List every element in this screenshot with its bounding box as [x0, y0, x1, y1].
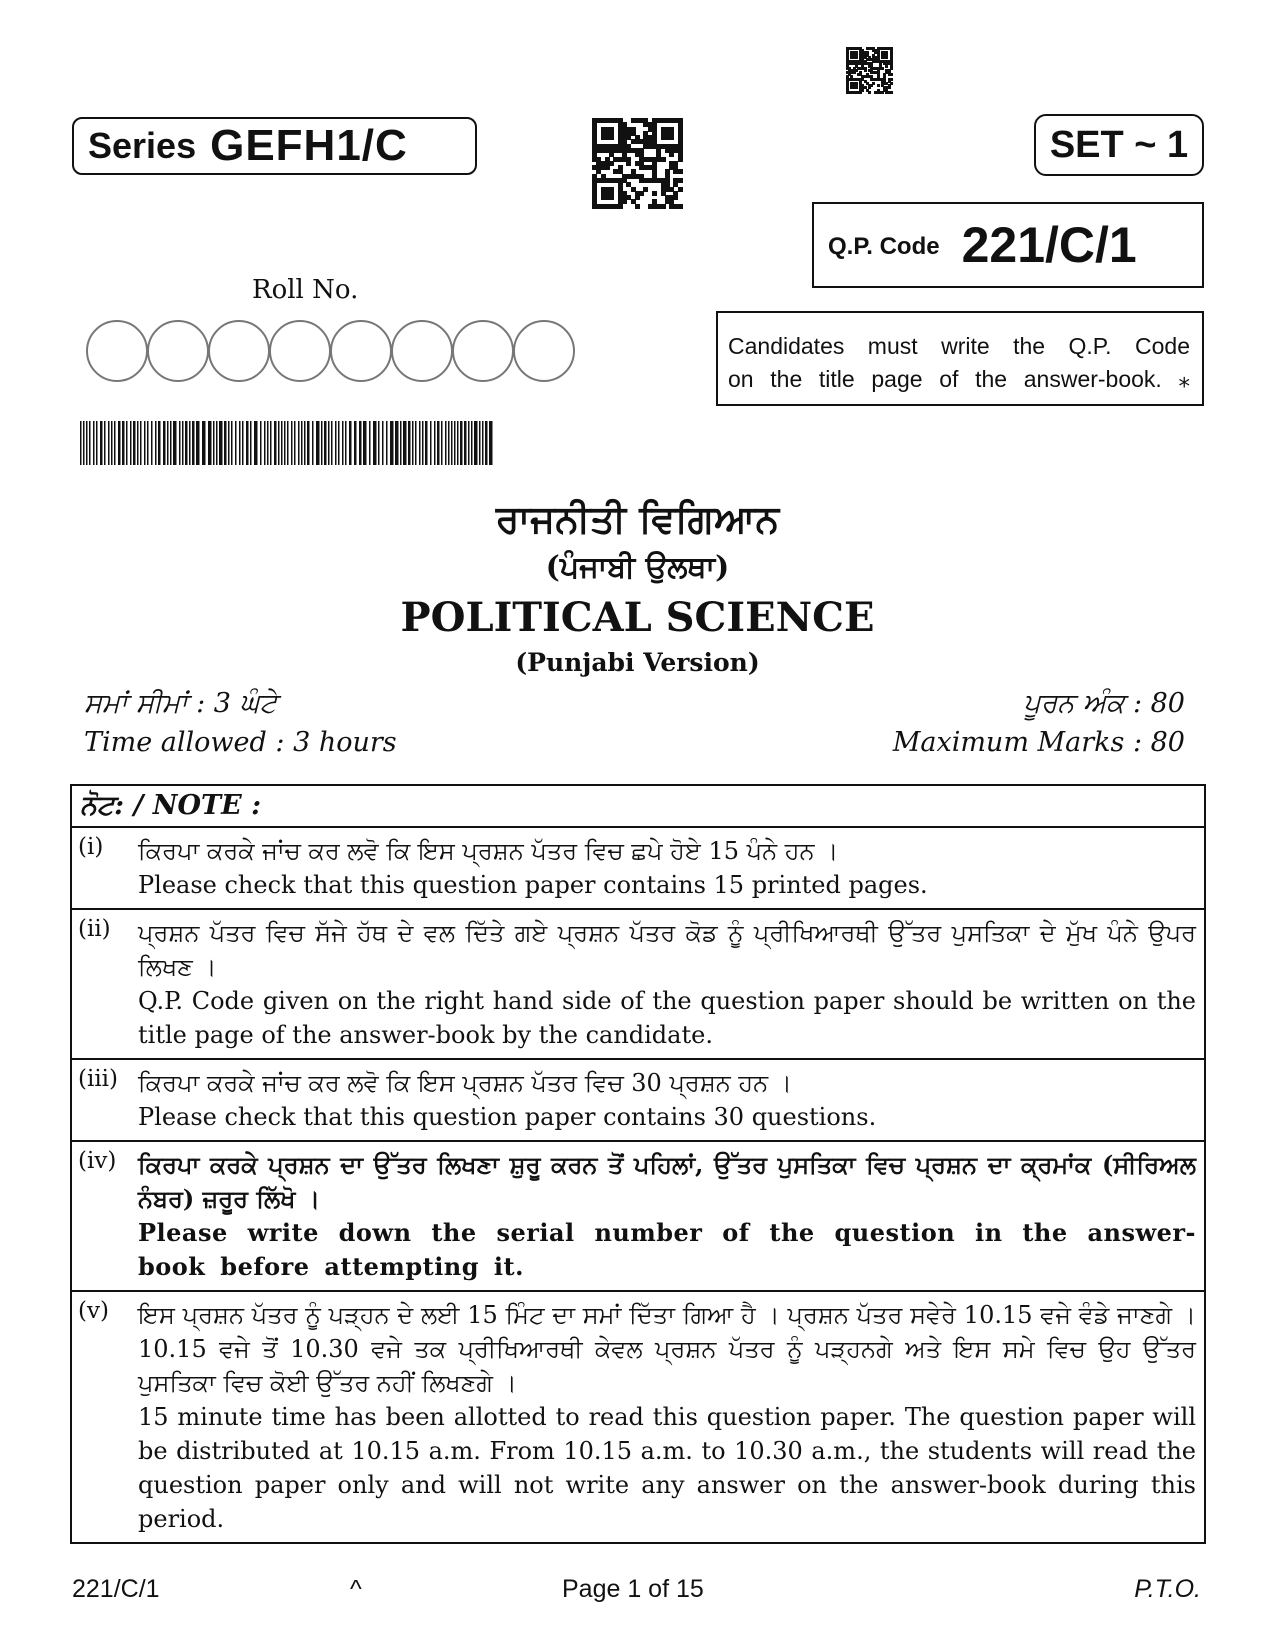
- series-box: [72, 117, 477, 175]
- barcode-bar: [324, 421, 327, 465]
- time-allowed-english: Time allowed : 3 hours: [84, 727, 397, 758]
- qr-module: [890, 91, 893, 94]
- barcode-bar: [378, 421, 380, 465]
- qr-module: [605, 165, 610, 170]
- qr-module: [881, 91, 884, 94]
- qr-module: [626, 161, 631, 166]
- note-item: [72, 1292, 1204, 1542]
- barcode-bar: [321, 421, 323, 465]
- barcode-bar: [278, 421, 280, 465]
- roll-no-digit-circle: [452, 320, 514, 382]
- barcode-bar: [192, 421, 195, 465]
- barcode-bar: [118, 421, 121, 465]
- qr-module: [885, 65, 888, 68]
- qr-module: [890, 73, 893, 76]
- barcode-bar: [307, 421, 310, 465]
- note-item-number: (iv): [78, 1148, 117, 1174]
- roll-no-circles: [86, 320, 574, 386]
- barcode-bar: [345, 421, 347, 465]
- qr-code-small: [846, 47, 892, 93]
- note-item-number: (v): [78, 1298, 109, 1324]
- barcode-bar: [448, 421, 450, 465]
- barcode-bar: [274, 421, 277, 465]
- note-item: [72, 828, 1204, 910]
- roll-no-digit-circle: [391, 320, 453, 382]
- barcode-bar: [335, 421, 337, 465]
- barcode-bar: [485, 421, 488, 465]
- max-marks-english: Maximum Marks : 80: [892, 727, 1185, 758]
- qr-module: [864, 69, 867, 72]
- qr-module: [855, 86, 858, 89]
- barcode-bar: [382, 421, 384, 465]
- footer-pto: P.T.O.: [1134, 1575, 1201, 1603]
- footer-caret: ^: [350, 1575, 362, 1603]
- barcode-bar: [437, 421, 440, 465]
- qr-module: [868, 91, 871, 94]
- qr-module: [652, 191, 657, 196]
- barcode-bar: [445, 421, 447, 465]
- barcode-bar: [287, 421, 289, 465]
- series-label: Series: [88, 125, 197, 166]
- title-english: POLITICAL SCIENCE: [400, 594, 875, 641]
- barcode-bar: [144, 421, 146, 465]
- barcode-bar: [342, 421, 344, 465]
- barcode-bar: [228, 421, 230, 465]
- barcode-bar: [137, 421, 139, 465]
- barcode-bar: [304, 421, 306, 465]
- qr-module: [622, 199, 627, 204]
- note-item: [72, 1142, 1204, 1292]
- barcode-bar: [100, 421, 103, 465]
- qr-code-large: [592, 118, 682, 208]
- barcode-bar: [155, 421, 157, 465]
- barcode-bar: [126, 421, 128, 465]
- note-item-punjabi: ਕਿਰਪਾ ਕਰਕੇ ਪ੍ਰਸ਼ਨ ਦਾ ਉੱਤਰ ਲਿਖਣਾ ਸ਼ੁਰੂ ਕਰਨ ਤੋਂ ਪਹਿਲਾਂ, ਉੱਤਰ ਪੁਸਤਿਕਾ ਵਿਚ ਪ੍ਰਸ਼ਨ ਦਾ ਕ੍ਰਮਾਂਕ (ਸੀਰਿਅਲ ਨੰਬਰ) ਜ਼ਰੂਰ ਲਿੱਖੋ ।: [138, 1150, 1196, 1213]
- qr-module: [669, 152, 674, 157]
- barcode-bar: [408, 421, 411, 465]
- time-allowed-punjabi: ਸਮਾਂ ਸੀਮਾਂ : 3 ਘੰਟੇ: [84, 688, 277, 719]
- barcode-bar: [316, 421, 320, 465]
- qr-module: [635, 204, 640, 209]
- barcode-bar: [390, 421, 394, 465]
- roll-no-digit-circle: [86, 320, 148, 382]
- barcode-bar: [281, 421, 283, 465]
- barcode-bar: [93, 421, 95, 465]
- note-item: [72, 1060, 1204, 1142]
- barcode-bar: [359, 421, 362, 465]
- barcode-bar: [489, 421, 493, 465]
- qp-code-value: 221/C/1: [961, 217, 1137, 273]
- qr-module: [877, 84, 880, 87]
- note-item-english: Q.P. Code given on the right hand side of the question paper should be written on the title page of the answer-book by the candidate.: [138, 987, 1196, 1049]
- barcode-bar: [185, 421, 188, 465]
- note-item-english: Please write down the serial number of the question in the answer-book before attempting it.: [138, 1218, 1196, 1281]
- barcode-bar: [264, 421, 266, 465]
- barcode-bar: [451, 421, 453, 465]
- barcode-bar: [147, 421, 149, 465]
- note-item-english: Please check that this question paper contains 15 printed pages.: [138, 871, 928, 899]
- set-box: [1034, 114, 1204, 176]
- barcode-bar: [163, 421, 166, 465]
- max-marks-punjabi: ਪੂਰਨ ਅੰਕ : 80: [1023, 688, 1185, 719]
- barcode-bar: [454, 421, 456, 465]
- barcode-bar: [338, 421, 340, 465]
- barcode-bar: [170, 421, 172, 465]
- roll-no-digit-circle: [330, 320, 392, 382]
- subtitle-english: (Punjabi Version): [515, 648, 760, 677]
- barcode-bar: [83, 421, 85, 465]
- barcode-bar: [108, 421, 110, 465]
- qr-module: [609, 161, 614, 166]
- barcode-bar: [479, 421, 481, 465]
- barcode-bar: [373, 421, 377, 465]
- barcode-bar: [349, 421, 352, 465]
- barcode-bar: [239, 421, 241, 465]
- barcode-bar: [422, 421, 424, 465]
- note-item-number: (iii): [78, 1066, 119, 1092]
- barcode-bar: [474, 421, 478, 465]
- barcode-bar: [122, 421, 125, 465]
- barcode-bar: [246, 421, 249, 465]
- note-item-punjabi: ਕਿਰਪਾ ਕਰਕੇ ਜਾਂਚ ਕਰ ਲਵੋ ਕਿ ਇਸ ਪ੍ਰਸ਼ਨ ਪੱਤਰ ਵਿਚ ਛਪੇ ਹੋਏ 15 ਪੰਨੇ ਹਨ ।: [138, 837, 839, 865]
- qp-code-box: [812, 202, 1204, 288]
- note-item-punjabi: ਕਿਰਪਾ ਕਰਕੇ ਜਾਂਚ ਕਰ ਲਵੋ ਕਿ ਇਸ ਪ੍ਰਸ਼ਨ ਪੱਤਰ ਵਿਚ 30 ਪ੍ਰਸ਼ਨ ਹਨ ।: [138, 1069, 792, 1097]
- note-heading: ਨੋਟ: / NOTE :: [72, 786, 1204, 828]
- roll-no-digit-circle: [147, 320, 209, 382]
- barcode-bar: [158, 421, 161, 465]
- set-label: SET ~ 1: [1049, 123, 1189, 166]
- barcode-bar: [301, 421, 303, 465]
- barcode-bar: [216, 421, 218, 465]
- barcode-bar: [464, 421, 467, 465]
- qr-module: [678, 157, 683, 162]
- barcode-bar: [179, 421, 181, 465]
- barcode-bar: [89, 421, 91, 465]
- barcode-bar: [242, 421, 244, 465]
- qr-module: [643, 187, 648, 192]
- barcode-bar: [412, 421, 414, 465]
- barcode-bar: [415, 421, 417, 465]
- qr-module: [885, 56, 888, 59]
- barcode-bar: [460, 421, 463, 465]
- note-item: [72, 910, 1204, 1060]
- qr-module: [678, 169, 683, 174]
- footer-page-number: Page 1 of 15: [562, 1575, 704, 1603]
- barcode-bar: [425, 421, 428, 465]
- barcode-bar: [386, 421, 388, 465]
- note-item-number: (ii): [78, 916, 111, 942]
- qr-module: [635, 195, 640, 200]
- qr-module: [855, 56, 858, 59]
- barcode-bar: [471, 421, 473, 465]
- barcode-bar: [151, 421, 153, 465]
- qr-module: [618, 204, 623, 209]
- barcode-bar: [208, 421, 212, 465]
- barcode-bar: [441, 421, 443, 465]
- qr-module: [678, 204, 683, 209]
- barcode-bar: [403, 421, 407, 465]
- title-punjabi: ਰਾਜਨੀਤੀ ਵਿਗਿਆਨ: [495, 496, 780, 541]
- note-item-punjabi: ਪ੍ਰਸ਼ਨ ਪੱਤਰ ਵਿਚ ਸੱਜੇ ਹੱਥ ਦੇ ਵਲ ਦਿੱਤੇ ਗਏ ਪ੍ਰਸ਼ਨ ਪੱਤਰ ਕੋਡ ਨੂੰ ਪ੍ਰੀਖਿਆਰਥੀ ਉੱਤਰ ਪੁਸਤਿਕਾ ਦੇ ਮੁੱਖ ਪੰਨੇ ਉਪਰ ਲਿਖਣ ।: [138, 919, 1196, 981]
- barcode-bar: [182, 421, 184, 465]
- qr-module: [661, 204, 666, 209]
- barcode-bar: [434, 421, 436, 465]
- barcode-bar: [173, 421, 177, 465]
- barcode-bar: [224, 421, 227, 465]
- candidate-note-line1: Candidates must write the Q.P. Code: [728, 333, 1190, 359]
- qr-module: [639, 191, 644, 196]
- barcode-bar: [294, 421, 296, 465]
- barcode-bar: [291, 421, 293, 465]
- barcode-bar: [202, 421, 206, 465]
- barcode: [80, 421, 496, 465]
- note-table: [70, 784, 1206, 1544]
- roll-no-label: Roll No.: [252, 275, 359, 305]
- barcode-bar: [270, 421, 272, 465]
- candidate-note-box: [716, 311, 1204, 406]
- roll-no-digit-circle: [269, 320, 331, 382]
- barcode-bar: [298, 421, 300, 465]
- candidate-note-line2: on the title page of the answer-book. ⁎: [728, 366, 1190, 392]
- qr-module: [673, 195, 678, 200]
- barcode-bar: [430, 421, 432, 465]
- barcode-bar: [400, 421, 402, 465]
- barcode-bar: [419, 421, 421, 465]
- barcode-bar: [213, 421, 215, 465]
- barcode-bar: [235, 421, 237, 465]
- barcode-bar: [189, 421, 191, 465]
- barcode-bar: [482, 421, 484, 465]
- roll-no-digit-circle: [208, 320, 270, 382]
- barcode-bar: [80, 421, 82, 465]
- barcode-bar: [114, 421, 116, 465]
- barcode-bar: [369, 421, 371, 465]
- barcode-bar: [354, 421, 357, 465]
- qr-module: [859, 91, 862, 94]
- barcode-bar: [219, 421, 223, 465]
- barcode-bar: [260, 421, 262, 465]
- barcode-bar: [312, 421, 314, 465]
- series-value: GEFH1/C: [210, 121, 408, 170]
- qr-module: [609, 135, 614, 140]
- barcode-bar: [331, 421, 333, 465]
- barcode-bar: [86, 421, 88, 465]
- qr-module: [609, 195, 614, 200]
- qr-module: [881, 67, 884, 70]
- note-item-english: 15 minute time has been allotted to read this question paper. The question paper will be distributed at 10.15 a.m. From 10.15 a.m. to 10.30 a.m., the students will read the question paper only and will not write any answer on the answer-book during this period.: [138, 1403, 1196, 1533]
- barcode-bar: [363, 421, 367, 465]
- barcode-bar: [267, 421, 269, 465]
- qp-code-label: Q.P. Code: [828, 233, 940, 260]
- qr-module: [853, 71, 856, 74]
- note-item-number: (i): [78, 834, 104, 860]
- qr-module: [669, 135, 674, 140]
- qr-module: [678, 178, 683, 183]
- footer-qp-code: 221/C/1: [72, 1575, 160, 1603]
- barcode-bar: [457, 421, 459, 465]
- barcode-bar: [167, 421, 169, 465]
- barcode-bar: [104, 421, 106, 465]
- barcode-bar: [231, 421, 233, 465]
- barcode-bar: [130, 421, 132, 465]
- note-item-punjabi: ਇਸ ਪ੍ਰਸ਼ਨ ਪੱਤਰ ਨੂੰ ਪੜ੍ਹਨ ਦੇ ਲਈ 15 ਮਿੰਟ ਦਾ ਸਮਾਂ ਦਿੱਤਾ ਗਿਆ ਹੈ । ਪ੍ਰਸ਼ਨ ਪੱਤਰ ਸਵੇਰੇ 10.15 ਵਜੇ ਵੰਡੇ ਜਾਣਗੇ । 10.15 ਵਜੇ ਤੋਂ 10.30 ਵਜੇ ਤਕ ਪ੍ਰੀਖਿਆਰਥੀ ਕੇਵਲ ਪ੍ਰਸ਼ਨ ਪੱਤਰ ਨੂੰ ਪੜ੍ਹਨਗੇ ਅਤੇ ਇਸ ਸਮੇ ਵਿਚ ਉਹ ਉੱਤਰ ਪੁਸਤਿਕਾ ਵਿਚ ਕੋਈ ਉੱਤਰ ਨਹੀਂ ਲਿਖਣਗੇ ।: [138, 1301, 1196, 1397]
- barcode-bar: [284, 421, 286, 465]
- roll-no-digit-circle: [513, 320, 575, 382]
- barcode-bar: [328, 421, 330, 465]
- barcode-bar: [250, 421, 252, 465]
- barcode-bar: [468, 421, 470, 465]
- barcode-bar: [96, 421, 98, 465]
- qr-module: [661, 157, 666, 162]
- barcode-bar: [140, 421, 142, 465]
- barcode-bar: [133, 421, 136, 465]
- qr-module: [678, 187, 683, 192]
- barcode-bar: [254, 421, 258, 465]
- barcode-bar: [111, 421, 113, 465]
- barcode-bar: [196, 421, 200, 465]
- subtitle-punjabi: (ਪੰਜਾਬੀ ਉਲਥਾ): [545, 550, 730, 585]
- note-item-english: Please check that this question paper contains 30 questions.: [138, 1103, 877, 1131]
- barcode-bar: [395, 421, 399, 465]
